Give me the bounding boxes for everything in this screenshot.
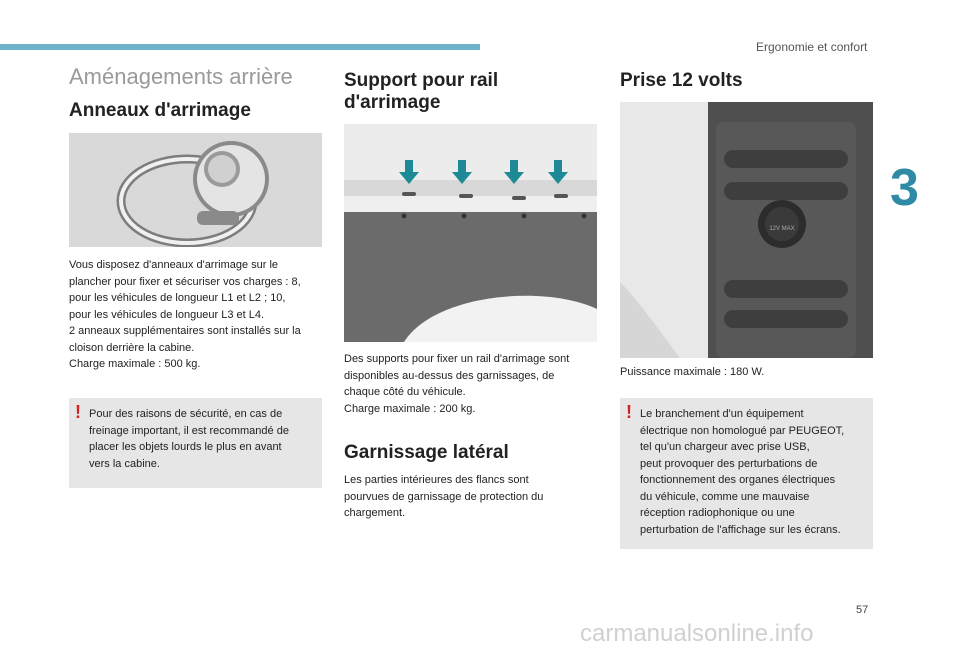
text-line: chaque côté du véhicule.: [344, 386, 466, 398]
warning-icon: !: [75, 402, 81, 422]
text-line: Pour des raisons de sécurité, en cas de: [89, 408, 283, 420]
text-line: 2 anneaux supplémentaires sont installés sur la: [69, 325, 301, 337]
text-line: disponibles au-dessus des garnissages, de: [344, 369, 555, 382]
anneaux-description: [69, 257, 329, 373]
heading-support-rail: [344, 70, 498, 114]
warning-box-prise: [620, 398, 873, 549]
text-line: chargement.: [344, 507, 406, 519]
watermark: carmanualsonline.info: [580, 620, 814, 647]
photo-anchor-ring: [69, 133, 322, 247]
text-line: réception radiophonique ou une: [640, 507, 795, 519]
chapter-number: 3: [890, 159, 919, 217]
text-line: fonctionnement des organes électriques: [640, 474, 836, 486]
text-line: Les parties intérieures des flancs sont: [344, 474, 529, 486]
heading-garnissage: Garnissage latéral: [344, 442, 509, 463]
support-description: [344, 351, 604, 417]
heading-line: d'arrimage: [344, 92, 441, 113]
section-title: Aménagements arrière: [69, 64, 293, 89]
heading-anneaux: Anneaux d'arrimage: [69, 100, 251, 121]
text-line: pour les véhicules de longueur L1 et L2 ; 10,: [69, 292, 286, 304]
text-line: vers la cabine.: [89, 457, 160, 470]
warning-icon: !: [626, 402, 632, 422]
warning-box-anneaux: [69, 398, 322, 488]
chapter-title: Ergonomie et confort: [756, 40, 868, 54]
text-line: Charge maximale : 200 kg.: [344, 402, 476, 415]
garnissage-description: [344, 472, 604, 522]
text-line: du véhicule, comme une mauvaise: [640, 490, 810, 503]
text-line: plancher pour fixer et sécuriser vos charges : 8,: [69, 275, 301, 288]
header-accent-bar: [0, 44, 480, 50]
text-line: pourvues de garnissage de protection du: [344, 490, 544, 503]
text-line: perturbation de l'affichage sur les écrans.: [640, 523, 841, 536]
heading-prise-12v: Prise 12 volts: [620, 70, 743, 91]
text-line: peut provoquer des perturbations de: [640, 457, 818, 470]
text-line: freinage important, il est recommandé de: [89, 424, 289, 437]
photo-12v-socket: [620, 102, 873, 358]
text-line: cloison derrière la cabine.: [69, 341, 195, 354]
text-line: Charge maximale : 500 kg.: [69, 358, 201, 370]
page-number: 57: [856, 604, 869, 616]
socket-label: 12V MAX: [769, 226, 795, 232]
text-line: placer les objets lourds le plus en avant: [89, 441, 282, 453]
text-line: tel qu'un chargeur avec prise USB,: [640, 441, 810, 453]
heading-line: Support pour rail: [344, 70, 499, 91]
text-line: électrique non homologué par PEUGEOT,: [640, 424, 845, 437]
puissance-text: Puissance maximale : 180 W.: [620, 366, 765, 378]
text-line: Des supports pour fixer un rail d'arrimage sont: [344, 353, 570, 365]
text-line: pour les véhicules de longueur L3 et L4.: [69, 308, 265, 321]
photo-rail-supports: [344, 124, 597, 342]
text-line: Vous disposez d'anneaux d'arrimage sur le: [69, 259, 279, 271]
text-line: Le branchement d'un équipement: [640, 408, 804, 420]
